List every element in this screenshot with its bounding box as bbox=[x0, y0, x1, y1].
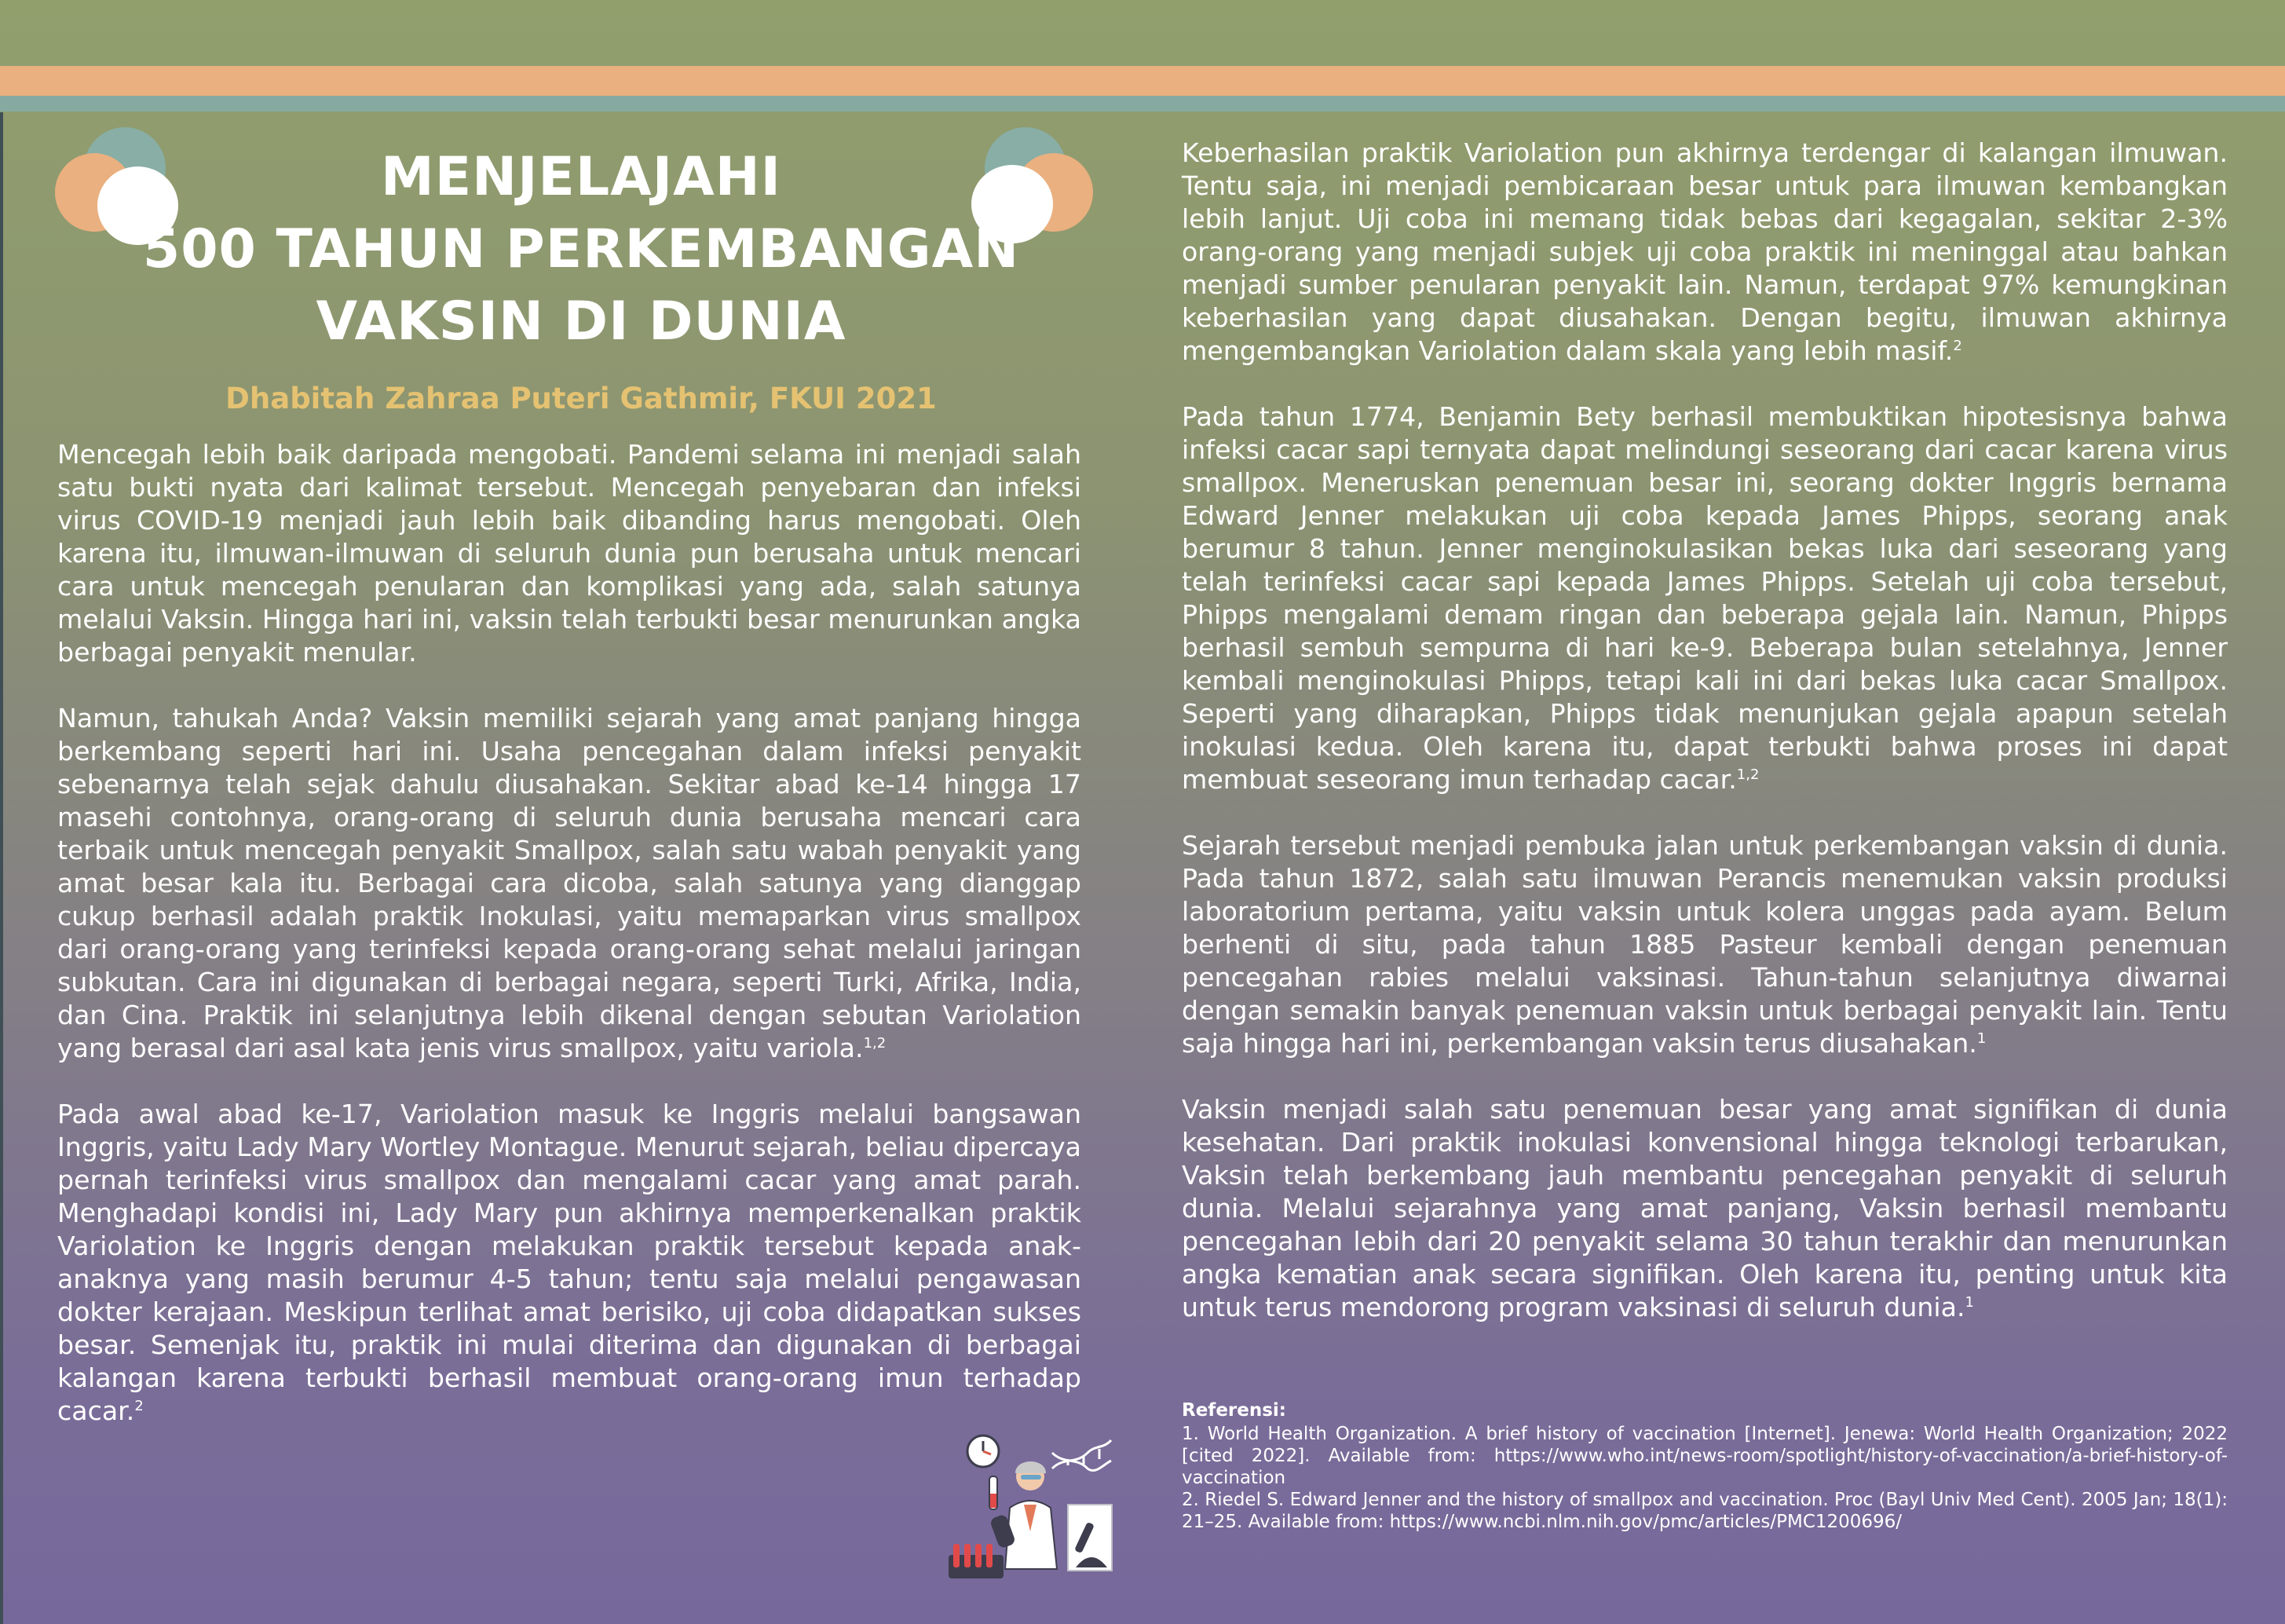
reference-item: 2. Riedel S. Edward Jenner and the history of smallpox and vaccination. Proc (Bayl Univ Med Cent). 2005 Jan; 18(1): 21–25. Available from: https://www.ncbi.nlm.nih.gov/pmc/articles/PMC1200696/ bbox=[1182, 1490, 2228, 1532]
clock-icon bbox=[967, 1436, 999, 1467]
paragraph: Pada tahun 1774, Benjamin Bety berhasil membuktikan hipotesisnya bahwa infeksi cacar sapi ternyata dapat melindungi seseorang dari cacar karena virus smallpox. Meneruskan penemuan besar ini, seorang dokter Inggris bernama Edward Jenner melakukan uji coba kepada James Phipps, seorang anak berumur 8 tahun. Jenner menginokulasikan bekas luka dari seseorang yang telah terinfeksi cacar sapi kepada James Phipps. Setelah uji coba tersebut, Phipps mengalami demam ringan dan beberapa gejala lain. Namun, Phipps berhasil sembuh sempurna di hari ke-9. Beberapa bulan setelahnya, Jenner kembali menginokulasi Phipps, tetapi kali ini dari bekas luka cacar Smallpox. Seperti yang diharapkan, Phipps tidak menunjukan gejala apapun setelah inokulasi kedua. Oleh karena itu, dapat terbukti bahwa proses ini dapat membuat seseorang imun terhadap cacar.$^{1,2}$ bbox=[1182, 401, 2228, 795]
page-title bbox=[118, 141, 1044, 358]
paragraph: Namun, tahukah Anda? Vaksin memiliki sejarah yang amat panjang hingga berkembang seperti hari ini. Usaha pencegahan dalam infeksi penyakit sebenarnya telah sejak dahulu diusahakan. Sekitar abad ke-14 hingga 17 masehi contohnya, orang-orang di seluruh dunia berusaha mencari cara terbaik untuk mencegah penyakit Smallpox, salah satu wabah penyakit yang amat besar kala itu. Berbagai cara dicoba, salah satunya yang dianggap cukup berhasil adalah praktik Inokulasi, yaitu memaparkan virus smallpox dari orang-orang yang terinfeksi kepada orang-orang sehat melalui jaringan subkutan. Cara ini digunakan di berbagai negara, seperti Turki, Afrika, India, dan Cina. Praktik ini selanjutnya lebih dikenal dengan sebutan Variolation yang berasal dari asal kata jenis virus smallpox, yaitu variola.$^{1,2}$ bbox=[57, 703, 1081, 1063]
citation-superscript: 1,2 bbox=[863, 1034, 887, 1052]
references-title: Referensi: bbox=[1182, 1400, 1287, 1421]
citation-superscript: 2 bbox=[1953, 337, 1962, 354]
title-line: 500 TAHUN PERKEMBANGAN bbox=[142, 218, 1020, 280]
left-column bbox=[57, 438, 1081, 1461]
paragraph: Pada awal abad ke-17, Variolation masuk ke Inggris melalui bangsawan Inggris, yaitu Lady Mary Wortley Montague. Menurut sejarah, beliau dipercaya pernah terinfeksi virus smallpox dan mengalami cacar yang amat parah. Menghadapi kondisi ini, Lady Mary pun akhirnya memperkenalkan praktik Variolation ke Inggris dengan melakukan praktik tersebut kepada anak-anaknya yang masih berumur 4-5 tahun; tentu saja melalui pengawasan dokter kerajaan. Meskipun terlihat amat berisiko, uji coba didapatkan sukses besar. Semenjak itu, praktik ini mulai diterima dan digunakan di berbagai kalangan karena terbukti berhasil membuat orang-orang imun terhadap cacar.$^2$ bbox=[57, 1099, 1081, 1426]
test-tubes-icon bbox=[949, 1544, 1004, 1578]
top-teal-stripe bbox=[0, 96, 2285, 112]
citation-superscript: 1 bbox=[1976, 1030, 1987, 1047]
left-edge-bar bbox=[0, 112, 3, 1624]
citation-superscript: 1,2 bbox=[1736, 766, 1760, 783]
citation-superscript: 2 bbox=[134, 1397, 144, 1414]
microscope-icon bbox=[1068, 1505, 1112, 1571]
top-orange-stripe bbox=[0, 66, 2285, 96]
references bbox=[1182, 1399, 2228, 1533]
right-column bbox=[1182, 137, 2228, 1357]
scientist-illustration-icon bbox=[942, 1429, 1131, 1594]
paragraph: Keberhasilan praktik Variolation pun akhirnya terdengar di kalangan ilmuwan. Tentu saja, ini menjadi pembicaraan besar untuk para ilmuwan kembangkan lebih lanjut. Uji coba ini memang tidak bebas dari kegagalan, sekitar 2-3% orang-orang yang menjadi subjek uji coba praktik ini meninggal atau bahkan menjadi sumber penularan penyakit lain. Namun, terdapat 97% kemungkinan keberhasilan yang dapat diusahakan. Dengan begitu, ilmuwan akhirnya mengembangkan Variolation dalam skala yang lebih masif.$^2$ bbox=[1182, 137, 2228, 366]
dna-icon bbox=[1052, 1440, 1111, 1471]
paragraph: Mencegah lebih baik daripada mengobati. Pandemi selama ini menjadi salah satu bukti nyata dari kalimat tersebut. Mencegah penyebaran dan infeksi virus COVID-19 menjadi jauh lebih baik dibanding harus mengobati. Oleh karena itu, ilmuwan-ilmuwan di seluruh dunia pun berusaha untuk mencari cara untuk mencegah penularan dan komplikasi yang ada, salah satunya melalui Vaksin. Hingga hari ini, vaksin telah terbukti besar menurunkan angka berbagai penyakit menular. bbox=[57, 439, 1081, 668]
title-line: VAKSIN DI DUNIA bbox=[316, 291, 846, 353]
title-line: MENJELAJAHI bbox=[381, 146, 781, 208]
author-byline: Dhabitah Zahraa Puteri Gathmir, FKUI 2021 bbox=[225, 382, 937, 415]
citation-superscript: 1 bbox=[1965, 1293, 1974, 1311]
paragraph: Sejarah tersebut menjadi pembuka jalan untuk perkembangan vaksin di dunia. Pada tahun 1872, salah satu ilmuwan Perancis menemukan vaksin produksi laboratorium pertama, yaitu vaksin untuk kolera unggas pada ayam. Belum berhenti di situ, pada tahun 1885 Pasteur kembali dengan penemuan pencegahan rabies melalui vaksinasi. Tahun-tahun selanjutnya diwarnai dengan semakin banyak penemuan vaksin untuk berbagai penyakit lain. Tentu saja hingga hari ini, perkembangan vaksin terus diusahakan.$^1$ bbox=[1182, 830, 2228, 1059]
reference-item: 1. World Health Organization. A brief history of vaccination [Internet]. Jenewa: World Health Organization; 2022 [cited 2022]. Available from: https://www.who.int/news-room/spotlight/history-of-vaccination/a-brief-history-of-vaccination bbox=[1182, 1424, 2228, 1488]
paragraph: Vaksin menjadi salah satu penemuan besar yang amat signifikan di dunia kesehatan. Dari praktik inokulasi konvensional hingga teknologi terbarukan, Vaksin telah berkembang jauh membantu pencegahan penyakit di seluruh dunia. Melalui sejarahnya yang amat panjang, Vaksin berhasil membantu pencegahan lebih dari 20 penyakit selama 30 tahun terakhir dan menurunkan angka kematian anak secara signifikan. Oleh karena itu, penting untuk kita untuk terus mendorong program vaksinasi di seluruh dunia.$^1$ bbox=[1182, 1094, 2228, 1322]
